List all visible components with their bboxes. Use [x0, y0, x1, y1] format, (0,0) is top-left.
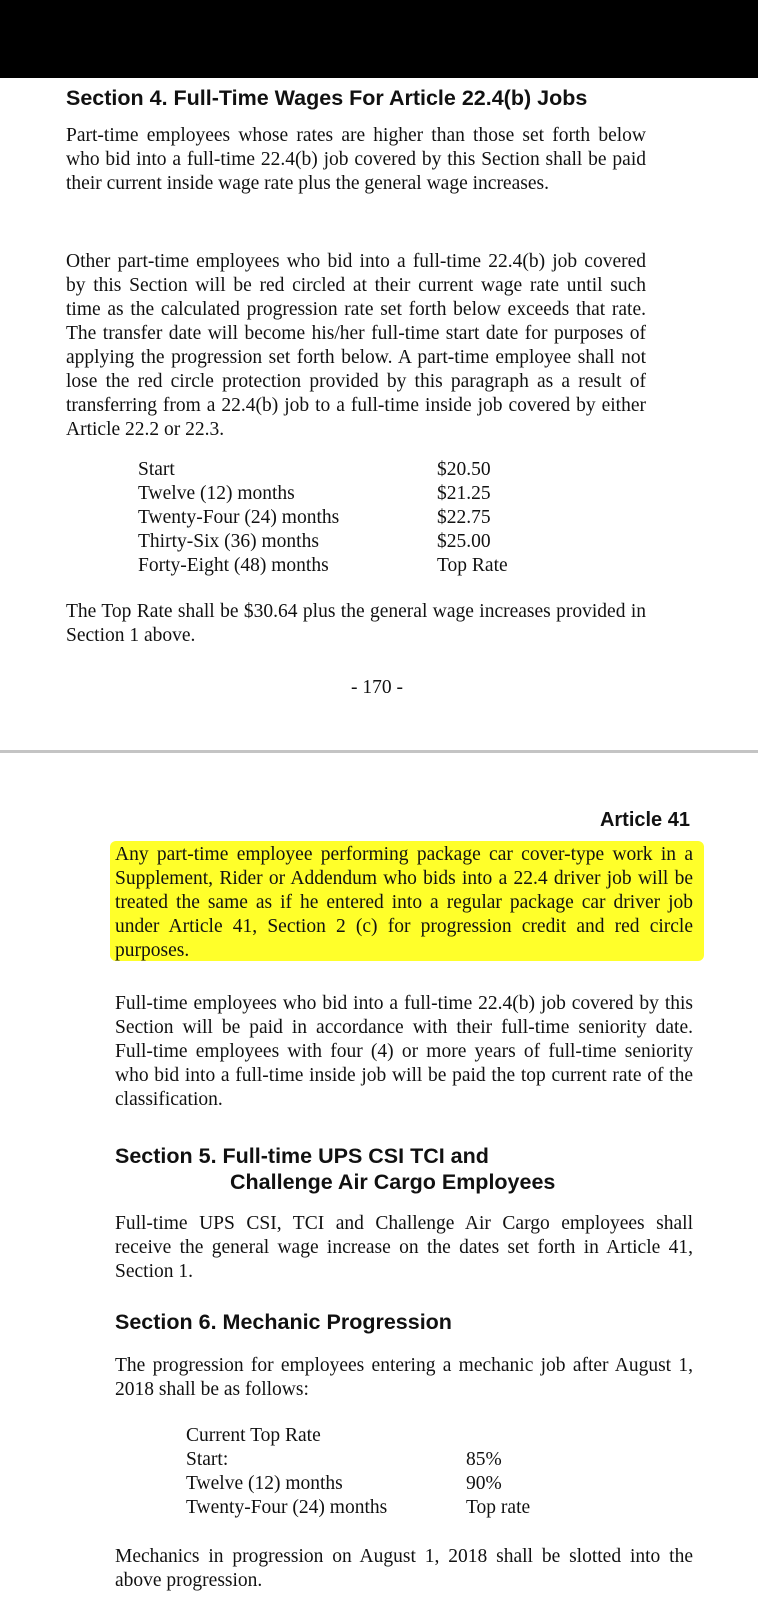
rate-value: Top Rate [437, 555, 508, 576]
page-divider [0, 750, 758, 753]
highlighted-paragraph: Any part-time employee performing package car cover-type work in a Supplement, Rider or Addendum who bids into a 22.4 driver job will be treated the same as if he entered into a regular package car driver job under Article 41, Section 2 (c) for progression credit and red circle purposes. [115, 844, 693, 961]
rate-value: 85% [466, 1449, 502, 1470]
table-row [138, 458, 558, 482]
section-4-heading: Section 4. Full-Time Wages For Article 22.4(b) Jobs [66, 86, 588, 110]
wage-progression-table [138, 458, 558, 578]
table-row [138, 482, 558, 506]
full-time-employees-paragraph: Full-time employees who bid into a full-time 22.4(b) job covered by this Section will be paid in accordance with their full-time seniority date. Full-time employees with four (4) or more years of full-time seniority who bid into a full-time inside job will be paid the top current rate of the classification. [115, 993, 693, 1110]
table-title-label: Current Top Rate [186, 1425, 321, 1446]
section-5-heading: Section 5. Full-time UPS CSI TCI and [115, 1144, 489, 1168]
rate-value: 90% [466, 1473, 502, 1494]
period-label: Twenty-Four (24) months [186, 1497, 388, 1518]
period-label: Twelve (12) months [138, 483, 295, 504]
table-title [186, 1424, 606, 1448]
table-row [186, 1496, 606, 1520]
section-6-heading: Section 6. Mechanic Progression [115, 1310, 452, 1334]
running-head-article: Article 41 [599, 809, 690, 831]
table-row [186, 1448, 606, 1472]
table-row [138, 530, 558, 554]
rate-value: $22.75 [437, 507, 491, 528]
section-4-paragraph-2: Other part-time employees who bid into a full-time 22.4(b) job covered by this Section will be red circled at their current wage rate until such time as the calculated progression rate set forth below exceeds that rate. The transfer date will become his/her full-time start date for purposes of applying the progression set forth below. A part-time employee shall not lose the red circle protection provided by this paragraph as a result of transferring from a 22.4(b) job to a full-time inside job covered by either Article 22.2 or 22.3. [66, 251, 646, 440]
top-rate-note: The Top Rate shall be $30.64 plus the general wage increases provided in Section 1 above. [66, 601, 646, 646]
period-label: Twelve (12) months [186, 1473, 343, 1494]
mechanic-progression-table [186, 1424, 606, 1520]
table-row [186, 1472, 606, 1496]
rate-value: $21.25 [437, 483, 491, 504]
period-label: Forty-Eight (48) months [138, 555, 329, 576]
period-label: Twenty-Four (24) months [138, 507, 340, 528]
table-row [138, 506, 558, 530]
period-label: Thirty-Six (36) months [138, 531, 319, 552]
period-label: Start: [186, 1449, 229, 1470]
table-row [138, 554, 558, 578]
section-6-paragraph: The progression for employees entering a mechanic job after August 1, 2018 shall be as follows: [115, 1355, 693, 1400]
section-4-paragraph-1: Part-time employees whose rates are higher than those set forth below who bid into a full-time 22.4(b) job covered by this Section shall be paid their current inside wage rate plus the general wage increases. [66, 125, 646, 194]
page-number: - 170 - [351, 677, 403, 698]
rate-value: Top rate [466, 1497, 531, 1518]
rate-value: $25.00 [437, 531, 491, 552]
section-6-closing-paragraph: Mechanics in progression on August 1, 2018 shall be slotted into the above progression. [115, 1546, 693, 1591]
section-5-paragraph: Full-time UPS CSI, TCI and Challenge Air Cargo employees shall receive the general wage increase on the dates set forth in Article 41, Section 1. [115, 1213, 693, 1282]
period-label: Start [138, 459, 175, 480]
section-5-heading-line-2: Challenge Air Cargo Employees [230, 1170, 556, 1194]
rate-value: $20.50 [437, 459, 491, 480]
top-status-bar [0, 0, 758, 78]
